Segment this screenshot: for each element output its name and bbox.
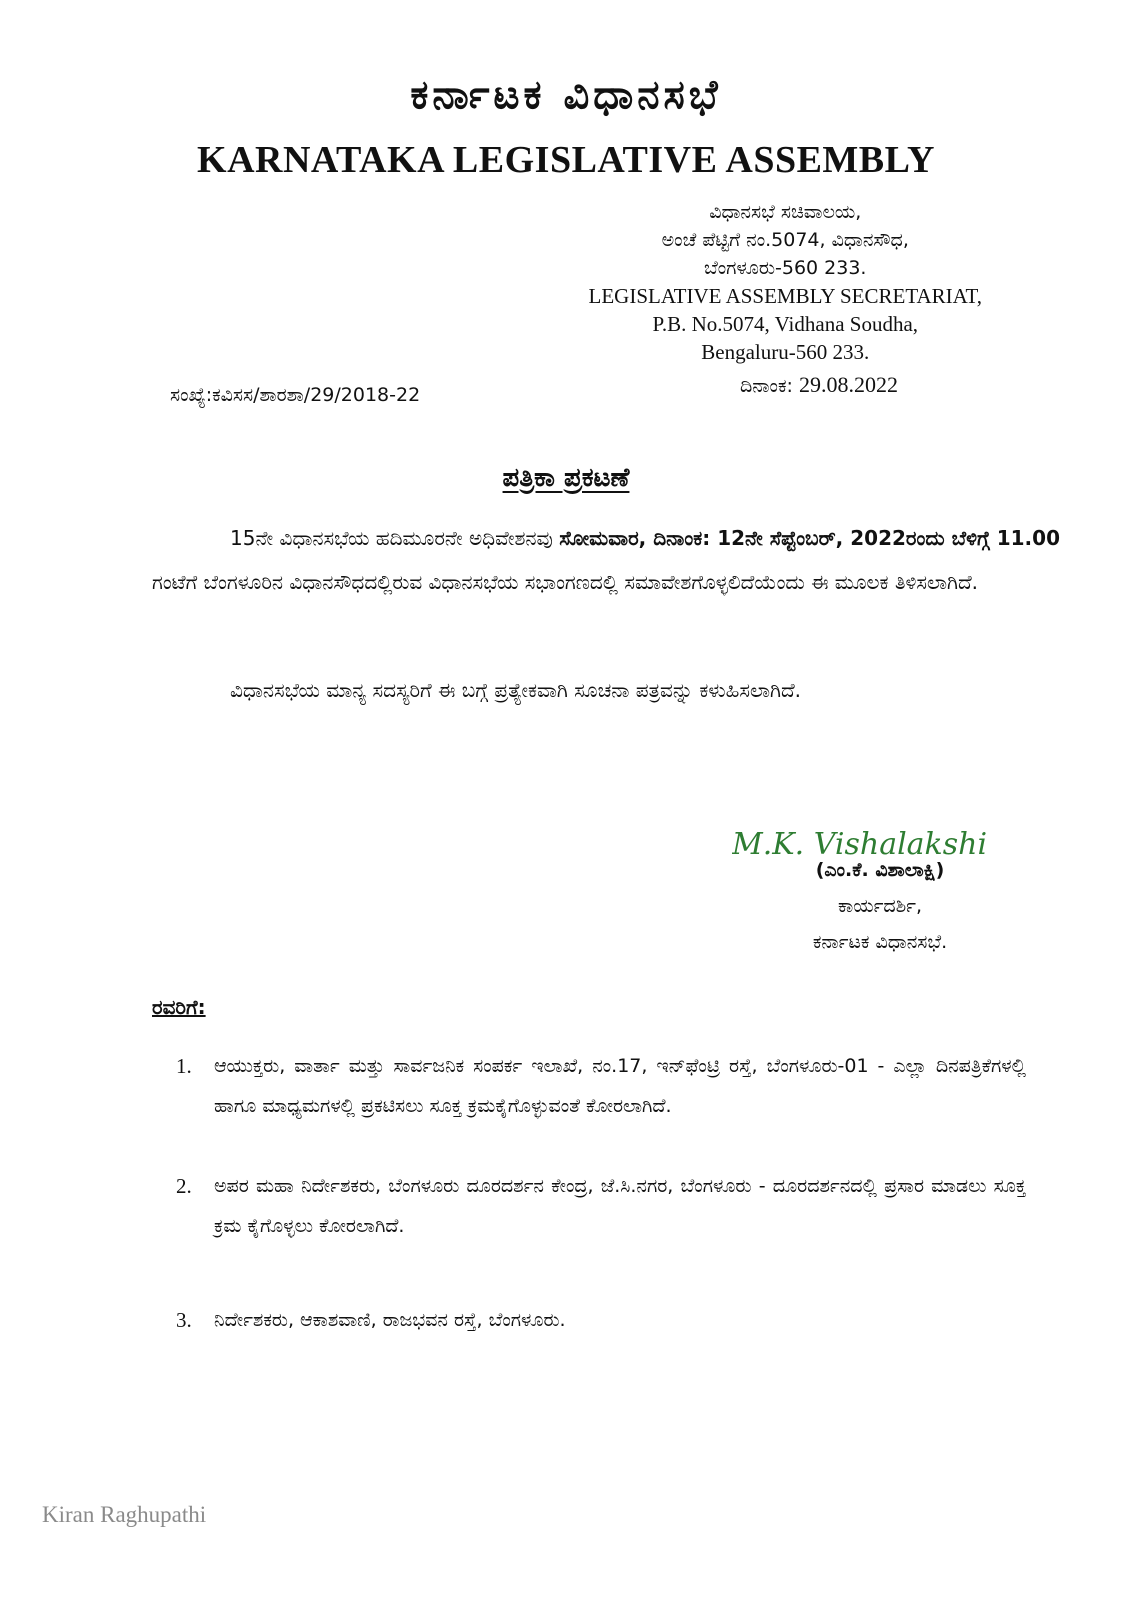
date-line <box>740 372 898 398</box>
date-label: ದಿನಾಂಕ: <box>740 375 793 397</box>
press-release-heading <box>0 463 1132 494</box>
heading-text: ಪತ್ರಿಕಾ ಪ್ರಕಟಣೆ <box>502 463 630 493</box>
secretariat-address <box>589 198 982 366</box>
recipient-item <box>176 1166 1026 1246</box>
recipient-item <box>176 1300 1026 1340</box>
paragraph1-text-end: ಗಂಟೆಗೆ ಬೆಂಗಳೂರಿನ ವಿಧಾನಸೌಧದಲ್ಲಿರುವ ವಿಧಾನಸಭೆಯ ಸಭಾಂಗಣದಲ್ಲಿ ಸಮಾವೇಶಗೊಳ್ಳಲಿದೆಯೆಂದು ಈ ಮೂಲಕ ತಿಳಿಸಲಾಗಿದೆ. <box>152 570 979 594</box>
recipient-number: 1. <box>176 1054 192 1078</box>
signatory-name: (ಎಂ.ಕೆ. ವಿಶಾಲಾಕ್ಷಿ) <box>815 859 945 881</box>
recipient-text: ಆಯುಕ್ತರು, ವಾರ್ತಾ ಮತ್ತು ಸಾರ್ವಜನಿಕ ಸಂಪರ್ಕ ಇಲಾಖೆ, ನಂ.17, ಇನ್‌ಫೆಂಟ್ರಿ ರಸ್ತೆ, ಬೆಂಗಳೂರು-01 - ಎಲ್ಲಾ ದಿನಪತ್ರಿಕೆಗಳಲ್ಲಿ ಹಾಗೂ ಮಾಧ್ಯಮಗಳಲ್ಲಿ ಪ್ರಕಟಿಸಲು ಸೂಕ್ತ ಕ್ರಮಕೈಗೊಳ್ಳುವಂತೆ ಕೋರಲಾಗಿದೆ. <box>214 1055 1026 1117</box>
members-notice-paragraph: ವಿಧಾನಸಭೆಯ ಮಾನ್ಯ ಸದಸ್ಯರಿಗೆ ಈ ಬಗ್ಗೆ ಪ್ರತ್ಯೇಕವಾಗಿ ಸೂಚನಾ ಪತ್ರವನ್ನು ಕಳುಹಿಸಲಾಗಿದೆ. <box>230 678 802 702</box>
signature-text: M.K. Vishalakshi <box>732 827 988 862</box>
signatory-designation: ಕಾರ್ಯದರ್ಶಿ, <box>837 895 923 917</box>
address-kn-line1: ವಿಧಾನಸಭೆ ಸಚಿವಾಲಯ, <box>709 201 862 223</box>
signatory-organisation: ಕರ್ನಾಟಕ ವಿಧಾನಸಭೆ. <box>812 931 948 953</box>
reference-number: ಸಂಖ್ಯೆ:ಕವಿಸಸ/ಶಾರಶಾ/29/2018-22 <box>170 384 421 406</box>
address-en-line2: P.B. No.5074, Vidhana Soudha, <box>652 312 919 336</box>
assembly-title-kannada: ಕರ್ನಾಟಕ ವಿಧಾನಸಭೆ <box>410 72 722 118</box>
signatory-block <box>760 852 1000 960</box>
recipient-text: ಅಪರ ಮಹಾ ನಿರ್ದೇಶಕರು, ಬೆಂಗಳೂರು ದೂರದರ್ಶನ ಕೇಂದ್ರ, ಜೆ.ಸಿ.ನಗರ, ಬೆಂಗಳೂರು - ದೂರದರ್ಶನದಲ್ಲಿ ಪ್ರಸಾರ ಮಾಡಲು ಸೂಕ್ತ ಕ್ರಮ ಕೈಗೊಳ್ಳಲು ಕೋರಲಾಗಿದೆ. <box>214 1175 1026 1237</box>
announcement-paragraph <box>152 516 1060 604</box>
paragraph1-session-datetime: ಸೋಮವಾರ, ದಿನಾಂಕ: 12ನೇ ಸೆಪ್ಟೆಂಬರ್, 2022ರಂದು ಬೆಳಿಗ್ಗೆ 11.00 <box>559 526 1060 550</box>
address-kn-line2: ಅಂಚೆ ಪೆಟ್ಟಿಗೆ ನಂ.5074, ವಿಧಾನಸೌಧ, <box>661 229 909 251</box>
date-value: 29.08.2022 <box>798 372 898 397</box>
recipient-item <box>176 1046 1026 1126</box>
recipients-label: ರವರಿಗೆ: <box>152 995 206 1019</box>
address-kn-line3: ಬೆಂಗಳೂರು-560 233. <box>704 257 867 279</box>
paragraph1-text-start: 15ನೇ ವಿಧಾನಸಭೆಯ ಹದಿಮೂರನೇ ಅಧಿವೇಶನವು <box>230 526 560 550</box>
assembly-title-english: KARNATAKA LEGISLATIVE ASSEMBLY <box>197 139 935 181</box>
recipient-number: 2. <box>176 1174 192 1198</box>
recipient-number: 3. <box>176 1308 192 1332</box>
address-en-line1: LEGISLATIVE ASSEMBLY SECRETARIAT, <box>588 284 982 308</box>
watermark-text: Kiran Raghupathi <box>42 1502 207 1527</box>
address-en-line3: Bengaluru-560 233. <box>701 340 870 364</box>
recipient-text: ನಿರ್ದೇಶಕರು, ಆಕಾಶವಾಣಿ, ರಾಜಭವನ ರಸ್ತೆ, ಬೆಂಗಳೂರು. <box>214 1309 566 1331</box>
